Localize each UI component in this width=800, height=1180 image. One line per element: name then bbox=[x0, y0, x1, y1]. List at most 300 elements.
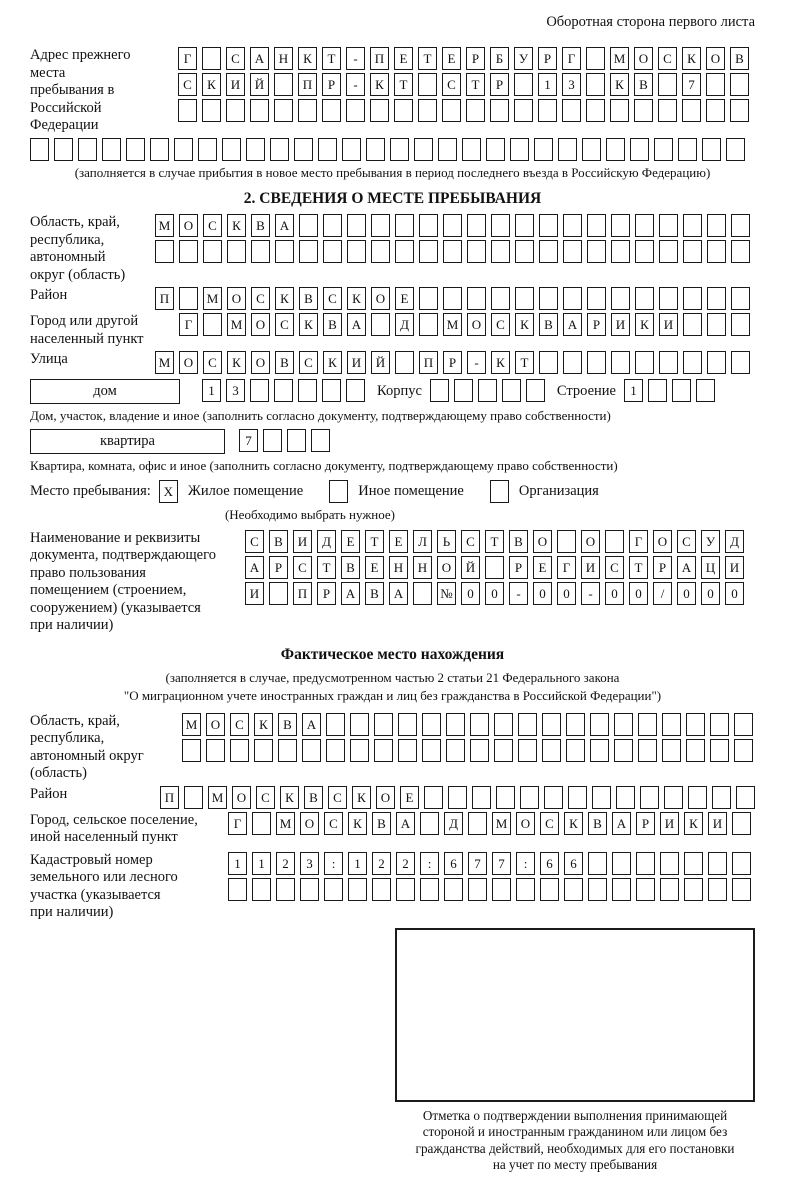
cadastre-cell[interactable] bbox=[732, 878, 751, 901]
document-cell[interactable]: Т bbox=[365, 530, 384, 553]
prev-address-cell[interactable] bbox=[654, 138, 673, 161]
prev-address-cell[interactable]: К bbox=[610, 73, 629, 96]
document-cell[interactable]: Е bbox=[389, 530, 408, 553]
document-cell[interactable]: Ц bbox=[701, 556, 720, 579]
document-cell[interactable]: И bbox=[725, 556, 744, 579]
region-cell[interactable]: О bbox=[179, 214, 198, 237]
prev-address-cell[interactable] bbox=[586, 73, 605, 96]
cadastre-cell[interactable]: 1 bbox=[252, 852, 271, 875]
prev-address-cell[interactable] bbox=[366, 138, 385, 161]
prev-address-cell[interactable]: В bbox=[634, 73, 653, 96]
prev-address-cell[interactable] bbox=[174, 138, 193, 161]
prev-address-cell[interactable]: - bbox=[346, 47, 365, 70]
cadastre-cell[interactable] bbox=[588, 852, 607, 875]
factual-district-cell[interactable] bbox=[592, 786, 611, 809]
city-cell[interactable]: С bbox=[275, 313, 294, 336]
prev-address-cell[interactable] bbox=[78, 138, 97, 161]
region-cell[interactable] bbox=[635, 214, 654, 237]
cadastre-cell[interactable] bbox=[324, 878, 343, 901]
prev-address-cell[interactable] bbox=[706, 99, 725, 122]
document-cell[interactable]: - bbox=[581, 582, 600, 605]
document-cell[interactable]: Р bbox=[269, 556, 288, 579]
document-cell[interactable]: Н bbox=[389, 556, 408, 579]
cadastre-cell[interactable]: 6 bbox=[540, 852, 559, 875]
prev-address-cell[interactable] bbox=[202, 99, 221, 122]
cadastre-cell[interactable] bbox=[300, 878, 319, 901]
prev-address-cell[interactable] bbox=[730, 73, 749, 96]
cadastre-cell[interactable] bbox=[612, 852, 631, 875]
factual-city-cell[interactable]: И bbox=[708, 812, 727, 835]
document-cell[interactable]: Д bbox=[317, 530, 336, 553]
prev-address-cell[interactable]: Т bbox=[418, 47, 437, 70]
prev-address-cell[interactable] bbox=[322, 99, 341, 122]
factual-district-cell[interactable] bbox=[424, 786, 443, 809]
region-cell[interactable] bbox=[491, 240, 510, 263]
document-cell[interactable]: Е bbox=[341, 530, 360, 553]
factual-district-cell[interactable] bbox=[448, 786, 467, 809]
district-cell[interactable]: В bbox=[299, 287, 318, 310]
factual-district-cell[interactable] bbox=[568, 786, 587, 809]
region-cell[interactable] bbox=[371, 240, 390, 263]
prev-address-cell[interactable] bbox=[558, 138, 577, 161]
prev-address-cell[interactable] bbox=[486, 138, 505, 161]
stay-option-residential-checkbox[interactable]: X bbox=[159, 480, 178, 503]
region-cell[interactable] bbox=[227, 240, 246, 263]
factual-region-cell[interactable] bbox=[350, 739, 369, 762]
cadastre-cell[interactable] bbox=[708, 878, 727, 901]
cadastre-cell[interactable]: : bbox=[420, 852, 439, 875]
factual-district-cell[interactable] bbox=[688, 786, 707, 809]
district-cell[interactable] bbox=[467, 287, 486, 310]
street-cell[interactable] bbox=[563, 351, 582, 374]
factual-city-cell[interactable]: М bbox=[276, 812, 295, 835]
region-cell[interactable]: В bbox=[251, 214, 270, 237]
document-cell[interactable]: О bbox=[653, 530, 672, 553]
document-cell[interactable] bbox=[269, 582, 288, 605]
prev-address-cell[interactable] bbox=[370, 99, 389, 122]
district-cell[interactable] bbox=[659, 287, 678, 310]
city-cell[interactable]: Д bbox=[395, 313, 414, 336]
prev-address-cell[interactable]: 7 bbox=[682, 73, 701, 96]
prev-address-cell[interactable] bbox=[54, 138, 73, 161]
factual-region-cell[interactable] bbox=[470, 739, 489, 762]
korpus-cell[interactable] bbox=[526, 379, 545, 402]
region-cell[interactable] bbox=[371, 214, 390, 237]
prev-address-cell[interactable] bbox=[294, 138, 313, 161]
factual-region-cell[interactable] bbox=[446, 713, 465, 736]
factual-city-cell[interactable]: С bbox=[540, 812, 559, 835]
prev-address-cell[interactable]: К bbox=[370, 73, 389, 96]
prev-address-cell[interactable] bbox=[202, 47, 221, 70]
prev-address-cell[interactable] bbox=[586, 99, 605, 122]
city-cell[interactable]: А bbox=[563, 313, 582, 336]
region-cell[interactable]: А bbox=[275, 214, 294, 237]
city-cell[interactable]: К bbox=[635, 313, 654, 336]
street-cell[interactable] bbox=[587, 351, 606, 374]
document-cell[interactable]: № bbox=[437, 582, 456, 605]
document-cell[interactable]: В bbox=[365, 582, 384, 605]
district-cell[interactable] bbox=[587, 287, 606, 310]
document-cell[interactable]: Т bbox=[317, 556, 336, 579]
prev-address-cell[interactable] bbox=[274, 73, 293, 96]
city-cell[interactable]: Р bbox=[587, 313, 606, 336]
factual-district-cell[interactable]: К bbox=[352, 786, 371, 809]
factual-city-cell[interactable]: Р bbox=[636, 812, 655, 835]
region-cell[interactable] bbox=[587, 214, 606, 237]
korpus-cell[interactable] bbox=[502, 379, 521, 402]
prev-address-cell[interactable] bbox=[514, 99, 533, 122]
region-cell[interactable] bbox=[683, 240, 702, 263]
prev-address-cell[interactable] bbox=[414, 138, 433, 161]
document-cell[interactable]: Л bbox=[413, 530, 432, 553]
prev-address-cell[interactable]: Г bbox=[562, 47, 581, 70]
document-cell[interactable]: С bbox=[677, 530, 696, 553]
cadastre-cell[interactable] bbox=[348, 878, 367, 901]
district-cell[interactable] bbox=[611, 287, 630, 310]
prev-address-cell[interactable] bbox=[418, 73, 437, 96]
district-cell[interactable] bbox=[443, 287, 462, 310]
prev-address-cell[interactable] bbox=[634, 99, 653, 122]
district-cell[interactable] bbox=[731, 287, 750, 310]
document-cell[interactable]: А bbox=[677, 556, 696, 579]
region-cell[interactable] bbox=[539, 214, 558, 237]
factual-city-cell[interactable]: О bbox=[516, 812, 535, 835]
factual-district-cell[interactable]: В bbox=[304, 786, 323, 809]
factual-region-cell[interactable] bbox=[710, 713, 729, 736]
stroenie-cell[interactable]: 1 bbox=[624, 379, 643, 402]
street-cell[interactable] bbox=[611, 351, 630, 374]
cadastre-cell[interactable] bbox=[636, 878, 655, 901]
factual-region-cell[interactable] bbox=[710, 739, 729, 762]
street-cell[interactable]: К bbox=[227, 351, 246, 374]
prev-address-cell[interactable] bbox=[538, 99, 557, 122]
document-cell[interactable]: Р bbox=[317, 582, 336, 605]
prev-address-cell[interactable] bbox=[346, 99, 365, 122]
region-cell[interactable] bbox=[155, 240, 174, 263]
korpus-cell[interactable] bbox=[454, 379, 473, 402]
prev-address-cell[interactable]: В bbox=[730, 47, 749, 70]
cadastre-cell[interactable] bbox=[684, 878, 703, 901]
city-cell[interactable] bbox=[683, 313, 702, 336]
prev-address-cell[interactable]: Г bbox=[178, 47, 197, 70]
prev-address-cell[interactable] bbox=[462, 138, 481, 161]
prev-address-cell[interactable] bbox=[514, 73, 533, 96]
region-cell[interactable] bbox=[323, 240, 342, 263]
document-cell[interactable]: В bbox=[269, 530, 288, 553]
document-cell[interactable]: Р bbox=[509, 556, 528, 579]
factual-district-cell[interactable] bbox=[544, 786, 563, 809]
factual-region-cell[interactable] bbox=[326, 739, 345, 762]
factual-district-cell[interactable] bbox=[472, 786, 491, 809]
document-cell[interactable]: 0 bbox=[605, 582, 624, 605]
prev-address-cell[interactable]: Т bbox=[322, 47, 341, 70]
document-cell[interactable]: Д bbox=[725, 530, 744, 553]
region-cell[interactable] bbox=[611, 214, 630, 237]
city-cell[interactable]: О bbox=[467, 313, 486, 336]
district-cell[interactable] bbox=[491, 287, 510, 310]
prev-address-cell[interactable]: А bbox=[250, 47, 269, 70]
document-cell[interactable]: - bbox=[509, 582, 528, 605]
prev-address-cell[interactable] bbox=[610, 99, 629, 122]
city-cell[interactable]: М bbox=[227, 313, 246, 336]
street-cell[interactable]: П bbox=[419, 351, 438, 374]
factual-district-cell[interactable]: О bbox=[376, 786, 395, 809]
factual-region-cell[interactable] bbox=[734, 713, 753, 736]
cadastre-cell[interactable] bbox=[276, 878, 295, 901]
cadastre-cell[interactable] bbox=[492, 878, 511, 901]
korpus-cell[interactable] bbox=[478, 379, 497, 402]
city-cell[interactable]: К bbox=[299, 313, 318, 336]
document-cell[interactable]: Р bbox=[653, 556, 672, 579]
prev-address-cell[interactable] bbox=[678, 138, 697, 161]
prev-address-cell[interactable] bbox=[582, 138, 601, 161]
street-cell[interactable] bbox=[635, 351, 654, 374]
prev-address-cell[interactable] bbox=[702, 138, 721, 161]
prev-address-cell[interactable]: Б bbox=[490, 47, 509, 70]
region-cell[interactable] bbox=[467, 214, 486, 237]
cadastre-cell[interactable]: 6 bbox=[444, 852, 463, 875]
district-cell[interactable] bbox=[707, 287, 726, 310]
apartment-cell[interactable]: 7 bbox=[239, 429, 258, 452]
region-cell[interactable]: М bbox=[155, 214, 174, 237]
prev-address-cell[interactable] bbox=[150, 138, 169, 161]
factual-district-cell[interactable]: Е bbox=[400, 786, 419, 809]
document-cell[interactable]: 0 bbox=[701, 582, 720, 605]
region-cell[interactable] bbox=[683, 214, 702, 237]
house-number-cell[interactable]: 3 bbox=[226, 379, 245, 402]
cadastre-cell[interactable] bbox=[636, 852, 655, 875]
document-cell[interactable]: Е bbox=[365, 556, 384, 579]
prev-address-cell[interactable]: У bbox=[514, 47, 533, 70]
factual-city-cell[interactable]: В bbox=[588, 812, 607, 835]
factual-district-cell[interactable]: С bbox=[328, 786, 347, 809]
factual-region-cell[interactable] bbox=[422, 739, 441, 762]
cadastre-cell[interactable] bbox=[684, 852, 703, 875]
factual-city-cell[interactable]: К bbox=[564, 812, 583, 835]
region-cell[interactable] bbox=[707, 240, 726, 263]
document-cell[interactable]: А bbox=[341, 582, 360, 605]
cadastre-cell[interactable] bbox=[468, 878, 487, 901]
region-cell[interactable] bbox=[347, 240, 366, 263]
prev-address-cell[interactable] bbox=[510, 138, 529, 161]
factual-district-cell[interactable] bbox=[520, 786, 539, 809]
street-cell[interactable]: М bbox=[155, 351, 174, 374]
cadastre-cell[interactable]: : bbox=[516, 852, 535, 875]
region-cell[interactable] bbox=[563, 240, 582, 263]
cadastre-cell[interactable]: 7 bbox=[492, 852, 511, 875]
factual-region-cell[interactable] bbox=[662, 739, 681, 762]
factual-region-cell[interactable] bbox=[518, 713, 537, 736]
district-cell[interactable]: К bbox=[347, 287, 366, 310]
factual-region-cell[interactable] bbox=[278, 739, 297, 762]
city-cell[interactable] bbox=[731, 313, 750, 336]
city-cell[interactable]: С bbox=[491, 313, 510, 336]
prev-address-cell[interactable]: Й bbox=[250, 73, 269, 96]
prev-address-cell[interactable]: Е bbox=[442, 47, 461, 70]
factual-region-cell[interactable] bbox=[590, 713, 609, 736]
house-number-cell[interactable] bbox=[346, 379, 365, 402]
factual-region-cell[interactable] bbox=[662, 713, 681, 736]
district-cell[interactable] bbox=[635, 287, 654, 310]
city-cell[interactable]: К bbox=[515, 313, 534, 336]
cadastre-cell[interactable] bbox=[444, 878, 463, 901]
factual-city-cell[interactable]: К bbox=[348, 812, 367, 835]
district-cell[interactable]: О bbox=[371, 287, 390, 310]
cadastre-cell[interactable] bbox=[660, 852, 679, 875]
district-cell[interactable] bbox=[419, 287, 438, 310]
factual-region-cell[interactable] bbox=[734, 739, 753, 762]
prev-address-cell[interactable]: Р bbox=[322, 73, 341, 96]
factual-district-cell[interactable] bbox=[664, 786, 683, 809]
factual-city-cell[interactable]: Г bbox=[228, 812, 247, 835]
factual-city-cell[interactable]: А bbox=[396, 812, 415, 835]
factual-region-cell[interactable] bbox=[566, 713, 585, 736]
street-cell[interactable] bbox=[539, 351, 558, 374]
document-cell[interactable]: Г bbox=[629, 530, 648, 553]
document-cell[interactable]: Г bbox=[557, 556, 576, 579]
cadastre-cell[interactable] bbox=[708, 852, 727, 875]
region-cell[interactable] bbox=[395, 240, 414, 263]
street-cell[interactable] bbox=[683, 351, 702, 374]
prev-address-cell[interactable] bbox=[534, 138, 553, 161]
street-cell[interactable]: С bbox=[299, 351, 318, 374]
factual-city-cell[interactable] bbox=[732, 812, 751, 835]
prev-address-cell[interactable]: С bbox=[178, 73, 197, 96]
document-cell[interactable]: О bbox=[437, 556, 456, 579]
prev-address-cell[interactable] bbox=[438, 138, 457, 161]
factual-region-cell[interactable] bbox=[590, 739, 609, 762]
document-cell[interactable]: И bbox=[293, 530, 312, 553]
document-cell[interactable]: П bbox=[293, 582, 312, 605]
cadastre-cell[interactable]: 1 bbox=[348, 852, 367, 875]
prev-address-cell[interactable] bbox=[226, 99, 245, 122]
region-cell[interactable] bbox=[419, 240, 438, 263]
region-cell[interactable]: С bbox=[203, 214, 222, 237]
document-cell[interactable]: И bbox=[245, 582, 264, 605]
factual-region-cell[interactable] bbox=[542, 739, 561, 762]
factual-region-cell[interactable] bbox=[614, 739, 633, 762]
region-cell[interactable] bbox=[203, 240, 222, 263]
document-cell[interactable]: С bbox=[293, 556, 312, 579]
document-cell[interactable]: 0 bbox=[485, 582, 504, 605]
city-cell[interactable] bbox=[707, 313, 726, 336]
street-cell[interactable]: О bbox=[179, 351, 198, 374]
cadastre-cell[interactable]: 6 bbox=[564, 852, 583, 875]
factual-region-cell[interactable] bbox=[470, 713, 489, 736]
document-cell[interactable]: 0 bbox=[533, 582, 552, 605]
district-cell[interactable] bbox=[539, 287, 558, 310]
region-cell[interactable] bbox=[299, 240, 318, 263]
document-cell[interactable]: Й bbox=[461, 556, 480, 579]
factual-district-cell[interactable] bbox=[736, 786, 755, 809]
street-cell[interactable] bbox=[731, 351, 750, 374]
district-cell[interactable] bbox=[563, 287, 582, 310]
document-cell[interactable] bbox=[413, 582, 432, 605]
prev-address-cell[interactable]: Т bbox=[394, 73, 413, 96]
factual-city-cell[interactable]: М bbox=[492, 812, 511, 835]
document-cell[interactable]: Н bbox=[413, 556, 432, 579]
region-cell[interactable] bbox=[515, 214, 534, 237]
region-cell[interactable] bbox=[587, 240, 606, 263]
cadastre-cell[interactable] bbox=[732, 852, 751, 875]
prev-address-cell[interactable]: - bbox=[346, 73, 365, 96]
region-cell[interactable] bbox=[395, 214, 414, 237]
cadastre-cell[interactable]: 3 bbox=[300, 852, 319, 875]
prev-address-cell[interactable] bbox=[390, 138, 409, 161]
street-cell[interactable]: Т bbox=[515, 351, 534, 374]
prev-address-cell[interactable] bbox=[630, 138, 649, 161]
cadastre-cell[interactable] bbox=[396, 878, 415, 901]
document-cell[interactable]: С bbox=[461, 530, 480, 553]
region-cell[interactable] bbox=[467, 240, 486, 263]
region-cell[interactable]: К bbox=[227, 214, 246, 237]
factual-region-cell[interactable] bbox=[254, 739, 273, 762]
prev-address-cell[interactable] bbox=[586, 47, 605, 70]
city-cell[interactable]: В bbox=[323, 313, 342, 336]
factual-region-cell[interactable] bbox=[398, 739, 417, 762]
factual-city-cell[interactable] bbox=[252, 812, 271, 835]
prev-address-cell[interactable]: С bbox=[658, 47, 677, 70]
document-cell[interactable]: С bbox=[245, 530, 264, 553]
city-cell[interactable] bbox=[371, 313, 390, 336]
stroenie-cell[interactable] bbox=[696, 379, 715, 402]
cadastre-cell[interactable] bbox=[516, 878, 535, 901]
factual-region-cell[interactable] bbox=[350, 713, 369, 736]
document-cell[interactable]: А bbox=[245, 556, 264, 579]
factual-district-cell[interactable] bbox=[184, 786, 203, 809]
cadastre-cell[interactable] bbox=[660, 878, 679, 901]
street-cell[interactable] bbox=[659, 351, 678, 374]
document-cell[interactable]: С bbox=[605, 556, 624, 579]
district-cell[interactable]: К bbox=[275, 287, 294, 310]
factual-region-cell[interactable] bbox=[566, 739, 585, 762]
region-cell[interactable] bbox=[275, 240, 294, 263]
apartment-cell[interactable] bbox=[263, 429, 282, 452]
prev-address-cell[interactable]: Т bbox=[466, 73, 485, 96]
region-cell[interactable] bbox=[635, 240, 654, 263]
cadastre-cell[interactable] bbox=[228, 878, 247, 901]
city-cell[interactable]: И bbox=[611, 313, 630, 336]
street-cell[interactable]: И bbox=[347, 351, 366, 374]
cadastre-cell[interactable] bbox=[252, 878, 271, 901]
city-cell[interactable] bbox=[203, 313, 222, 336]
document-cell[interactable]: Е bbox=[533, 556, 552, 579]
region-cell[interactable] bbox=[251, 240, 270, 263]
stroenie-cell[interactable] bbox=[648, 379, 667, 402]
cadastre-cell[interactable]: 2 bbox=[396, 852, 415, 875]
city-cell[interactable]: О bbox=[251, 313, 270, 336]
prev-address-cell[interactable]: К bbox=[202, 73, 221, 96]
prev-address-cell[interactable]: П bbox=[298, 73, 317, 96]
street-cell[interactable]: С bbox=[203, 351, 222, 374]
prev-address-cell[interactable] bbox=[706, 73, 725, 96]
street-cell[interactable]: Р bbox=[443, 351, 462, 374]
stroenie-cell[interactable] bbox=[672, 379, 691, 402]
document-cell[interactable]: 0 bbox=[677, 582, 696, 605]
document-cell[interactable]: Т bbox=[629, 556, 648, 579]
prev-address-cell[interactable] bbox=[726, 138, 745, 161]
prev-address-cell[interactable]: 3 bbox=[562, 73, 581, 96]
prev-address-cell[interactable]: С bbox=[442, 73, 461, 96]
document-cell[interactable]: 0 bbox=[557, 582, 576, 605]
region-cell[interactable] bbox=[419, 214, 438, 237]
prev-address-cell[interactable]: К bbox=[682, 47, 701, 70]
prev-address-cell[interactable] bbox=[270, 138, 289, 161]
district-cell[interactable] bbox=[515, 287, 534, 310]
prev-address-cell[interactable] bbox=[442, 99, 461, 122]
cadastre-cell[interactable]: 2 bbox=[372, 852, 391, 875]
prev-address-cell[interactable]: К bbox=[298, 47, 317, 70]
